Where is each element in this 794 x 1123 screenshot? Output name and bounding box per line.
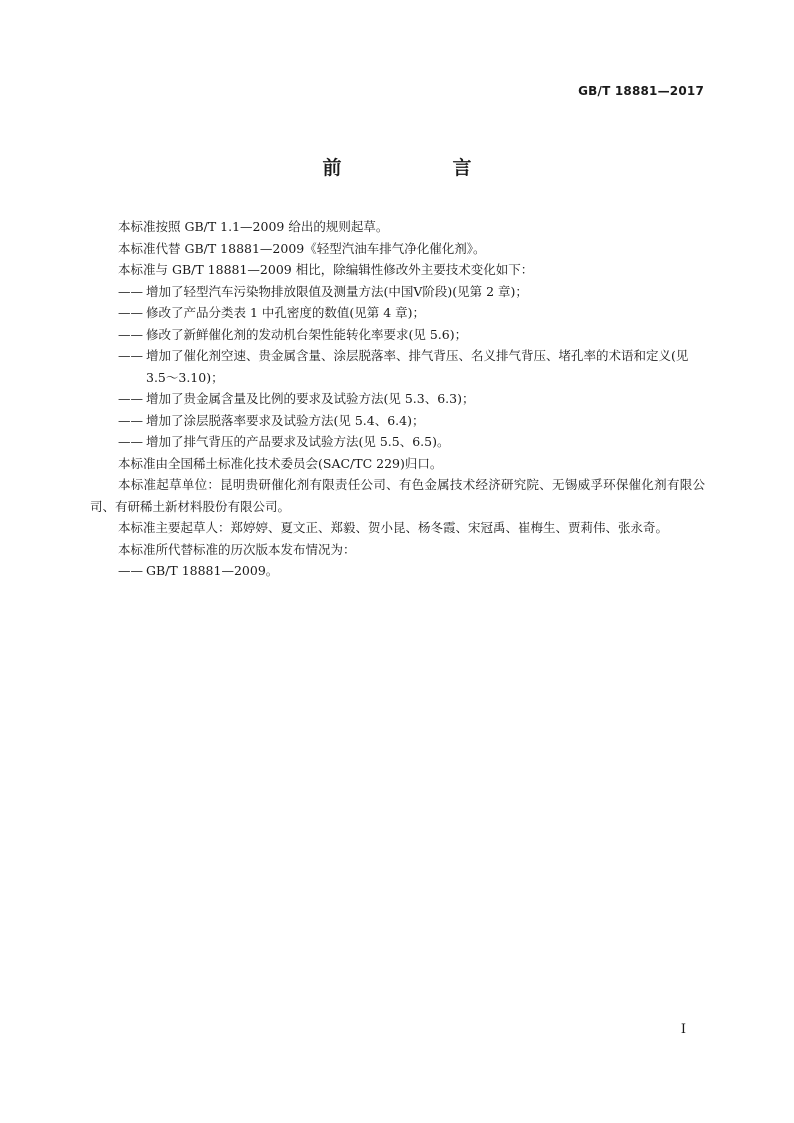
dash-mark: —— <box>118 348 143 363</box>
list-item <box>118 560 705 582</box>
list-item-text: 增加了催化剂空速、贵金属含量、涂层脱落率、排气背压、名义排气背压、堵孔率的术语和定义(见 3.5～3.10)； <box>146 348 689 385</box>
dash-mark: —— <box>118 326 143 342</box>
list-item <box>118 281 705 303</box>
dash-mark: —— <box>118 563 143 578</box>
list-item <box>118 388 705 410</box>
page-number: I <box>680 1022 686 1037</box>
paragraph-drafters: 本标准主要起草人：郑婷婷、夏文正、郑毅、贺小昆、杨冬霞、宋冠禹、崔梅生、贾莉伟、张永奇。 <box>118 520 669 535</box>
list-item-text: 修改了新鲜催化剂的发动机台架性能转化率要求(见 5.6)； <box>146 326 468 342</box>
history-list <box>90 560 705 582</box>
list-item <box>118 302 705 324</box>
paragraph-committee: 本标准由全国稀土标准化技术委员会(SAC/TC 229)归口。 <box>118 455 443 471</box>
standard-code: GB/T 18881—2017 <box>578 84 704 98</box>
changes-list <box>90 281 705 453</box>
paragraph-drafting-rules: 本标准按照 GB/T 1.1—2009 给出的规则起草。 <box>118 219 389 234</box>
dash-mark: —— <box>118 305 143 320</box>
dash-mark: —— <box>118 412 143 428</box>
list-item <box>118 431 705 453</box>
foreword-body <box>90 216 705 582</box>
list-item <box>118 345 705 388</box>
paragraph-changes-intro: 本标准与 GB/T 18881—2009 相比，除编辑性修改外主要技术变化如下： <box>118 262 534 277</box>
list-item-text: 增加了排气背压的产品要求及试验方法(见 5.5、6.5)。 <box>146 434 450 449</box>
list-item-text: 增加了涂层脱落率要求及试验方法(见 5.4、6.4)； <box>146 412 425 428</box>
list-item-text: 修改了产品分类表 1 中孔密度的数值(见第 4 章)； <box>146 305 426 320</box>
list-item-text: 增加了轻型汽车污染物排放限值及测量方法(中国Ⅴ阶段)(见第 2 章)； <box>146 283 528 299</box>
paragraph-replaces: 本标准代替 GB/T 18881—2009《轻型汽油车排气净化催化剂》。 <box>118 240 486 256</box>
paragraph-drafting-units: 本标准起草单位：昆明贵研催化剂有限责任公司、有色金属技术经济研究院、无锡威孚环保催化剂有限公司、有研稀土新材料股份有限公司。 <box>90 477 705 514</box>
page-title: 前 言 <box>322 157 518 179</box>
list-item <box>118 324 705 346</box>
list-item <box>118 410 705 432</box>
paragraph-history-intro: 本标准所代替标准的历次版本发布情况为： <box>118 541 356 557</box>
list-item-text: 增加了贵金属含量及比例的要求及试验方法(见 5.3、6.3)； <box>146 391 475 406</box>
dash-mark: —— <box>118 391 143 406</box>
dash-mark: —— <box>118 283 143 299</box>
dash-mark: —— <box>118 434 143 449</box>
list-item-text: GB/T 18881—2009。 <box>146 563 279 578</box>
